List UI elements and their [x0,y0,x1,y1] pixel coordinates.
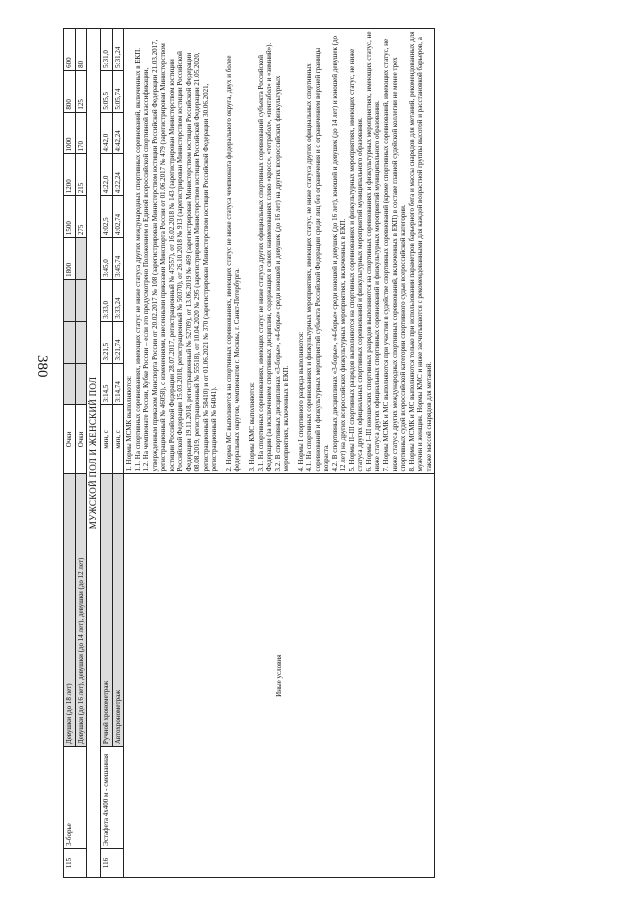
timing-type: Ручной хронометраж [101,474,113,747]
value-cell: 600 [64,29,76,71]
timing-type: Автохронометраж [112,474,124,747]
condition-paragraph: 3. Нормы КМС выполняются: [248,382,256,472]
condition-paragraph: 7. Нормы МСМК и МС выполняются при участии в судействе спортивных соревнований (кроме спортивных соревнований, имеющих статус, не ниже статуса других международных спортивных соревнований, включенных в ЕКП) в составе главной судейской коллегии не менее трех спортивных судей всероссийской категории спортивного судьи всероссийской категории. [381,38,408,472]
value-cell: 5:31,0 [101,29,113,71]
value-cell [64,321,76,363]
value-cell: 3:14,74 [112,363,124,405]
value-cell: 1500 [64,196,76,238]
value-cell: 4:22,24 [112,154,124,196]
table-row [64,29,76,878]
unit-cell: мин, с [101,405,113,474]
rotated-table-content [63,28,583,878]
value-cell: 4:02,5 [101,196,113,238]
value-cell: 125 [75,70,87,112]
condition-paragraph: 2. Норма МС выполняется на спортивных соревнованиях, имеющих статус не ниже статуса чемпионата федерального округа, двух и более федеральных округов, чемпионатов г. Москвы, г. Санкт-Петербурга. [224,55,242,472]
table-row [124,29,435,878]
condition-paragraph: 4.2. В спортивных дисциплинах «3-борье», «4-борье» среди юношей и девушек (до 16 лет), юношей и девушек (до 14 лет) и юношей девушек (до 12 лет) на других всероссийских физкультурных мероприятиях, включенных в ЕКП. [330,35,348,472]
table-row [87,29,101,878]
value-cell: 3:21,5 [101,321,113,363]
value-cell: 170 [75,112,87,154]
value-cell [75,321,87,363]
age-group: Девушки (до 16 лет), девушки (до 14 лет), девушки (до 12 лет) [75,474,87,747]
value-cell: 3:14,5 [101,363,113,405]
age-group: Девушки (до 18 лет) [64,474,76,747]
value-cell [75,279,87,321]
conditions-label: Иные условия [124,474,435,878]
value-cell [64,279,76,321]
value-cell: 5:05,5 [101,70,113,112]
discipline-name: Эстафета 4х400 м - смешанная [101,747,124,849]
row-number: 116 [101,848,124,877]
condition-paragraph: 4. Нормы I спортивного разряда выполняются: [296,331,305,472]
value-cell: 1000 [64,112,76,154]
page-number: 380 [34,355,50,378]
value-cell: 3:33,24 [112,279,124,321]
condition-paragraph: 6. Нормы I–III юношеских спортивных разрядов выполняются на спортивных соревнованиях и физкультурных мероприятиях, имеющих статус, не ниже статуса других официальных спортивных соревнований и физкультурных мероприятий муниципального образования. [364,31,382,472]
unit-cell: Очки [75,405,87,474]
value-cell: 3:45,74 [112,238,124,280]
condition-paragraph: 3.1. На спортивных соревнованиях, имеющих статус не ниже статуса других официальных спортивных соревнований субъекта Российской Федерации (за исключением спортивных дисциплин, содержащих в своих наименованиях слово «кросс», «тетрабол», «пентабол» и «зимний»). [256,42,274,472]
value-cell: 275 [75,196,87,238]
value-cell [75,238,87,280]
value-cell: 4:02,74 [112,196,124,238]
section-header: МУЖСКОЙ ПОЛ И ЖЕНСКИЙ ПОЛ [87,29,101,878]
value-cell: 5:31,24 [112,29,124,71]
value-cell: 5:05,74 [112,70,124,112]
value-cell: 4:42,24 [112,112,124,154]
value-cell: 3:33,0 [101,279,113,321]
value-cell: 215 [75,154,87,196]
conditions-text [124,29,435,474]
value-cell: 3:21,74 [112,321,124,363]
unit-cell: мин, с [112,405,124,474]
value-cell: 3:45,0 [101,238,113,280]
value-cell [64,363,76,405]
condition-paragraph: 8. Нормы МСМК и МС выполняются только при использовании параметров барьерного бега и массы снарядов для метаний, рекомендованных для мужчин и женщин. Нормы КМС и ниже засчитываются с рекомендованными для каждой возрастной группы высотой и расстановкой барьеров, а также массой снарядов для метаний. [407,31,433,472]
condition-paragraph: 1.2. На чемпионате России, Кубке России – если это предусмотрено Положением о Единой всероссийской спортивной классификации, утвержденным приказом Минспорта России от 20.02.2017 № 108 (зарегистрирован Министерством юстиции Российской Федерации 21.03.2017, регистрационный № 46058), с изменениями, внесенными приказами Минспорта России от 01.06.2017 № 479 (зарегистрирован Министерством юстиции Российской Федерации 28.07.2017, регистрационный № 47557), от 16.02.2018 № 143 (зарегистрирован Министерством юстиции Российской Федерации 15.03.2018, регистрационный № 50370), от 26.10.2018 № 913 (зарегистрирован Министерством юстиции Российской Федерации 19.11.2018, регистрационный № 52709), от 13.06.2019 № 469 (зарегистрирован Министерством юстиции Российской Федерации 08.08.2019, регистрационный № 55518), от 10.04.2020 № 295 (зарегистрирован Министерством юстиции Российской Федерации 21.05.2020, регистрационный № 58410) и от 01.06.2021 № 370 (зарегистрирован Министерством юстиции Российской Федерации 30.06.2021, регистрационный № 64041). [142,39,219,472]
condition-paragraph: 5. Нормы II–III спортивных разрядов выполняются на спортивных соревнованиях и физкультурных мероприятиях, имеющих статус, не ниже статуса других официальных спортивных соревнований и физкультурных мероприятий муниципального образования. [347,48,365,472]
value-cell: 1200 [64,154,76,196]
condition-paragraph: 1.1. На спортивных соревнованиях, имеющих статус не ниже статуса других международных спортивных соревнований, включенных в ЕКП. [133,48,142,472]
unit-cell: Очки [64,405,76,474]
condition-paragraph: 3.2. В спортивных дисциплинах «3-борье», «4-борье» среди юношей и девушек (до 16 лет) на других всероссийских физкультурных мероприятиях, включенных в ЕКП. [273,75,291,472]
discipline-name: 3-борье [64,747,87,849]
value-cell: 80 [75,29,87,71]
value-cell: 4:22,0 [101,154,113,196]
norms-table [63,28,435,878]
value-cell: 4:42,0 [101,112,113,154]
table-row [101,29,113,878]
condition-paragraph: 1. Нормы МСМК выполняются: [125,375,134,472]
value-cell [75,363,87,405]
value-cell: 800 [64,70,76,112]
value-cell: 1800 [64,238,76,280]
row-number: 115 [64,848,87,877]
condition-paragraph: 4.1. На спортивных соревнованиях и физкультурных мероприятиях, имеющих статус, не ниже статуса других официальных спортивных соревнований и физкультурных мероприятий субъекта Российской Федерации среди лиц без ограничения и с ограничением верхней границы возраста. [305,47,331,472]
